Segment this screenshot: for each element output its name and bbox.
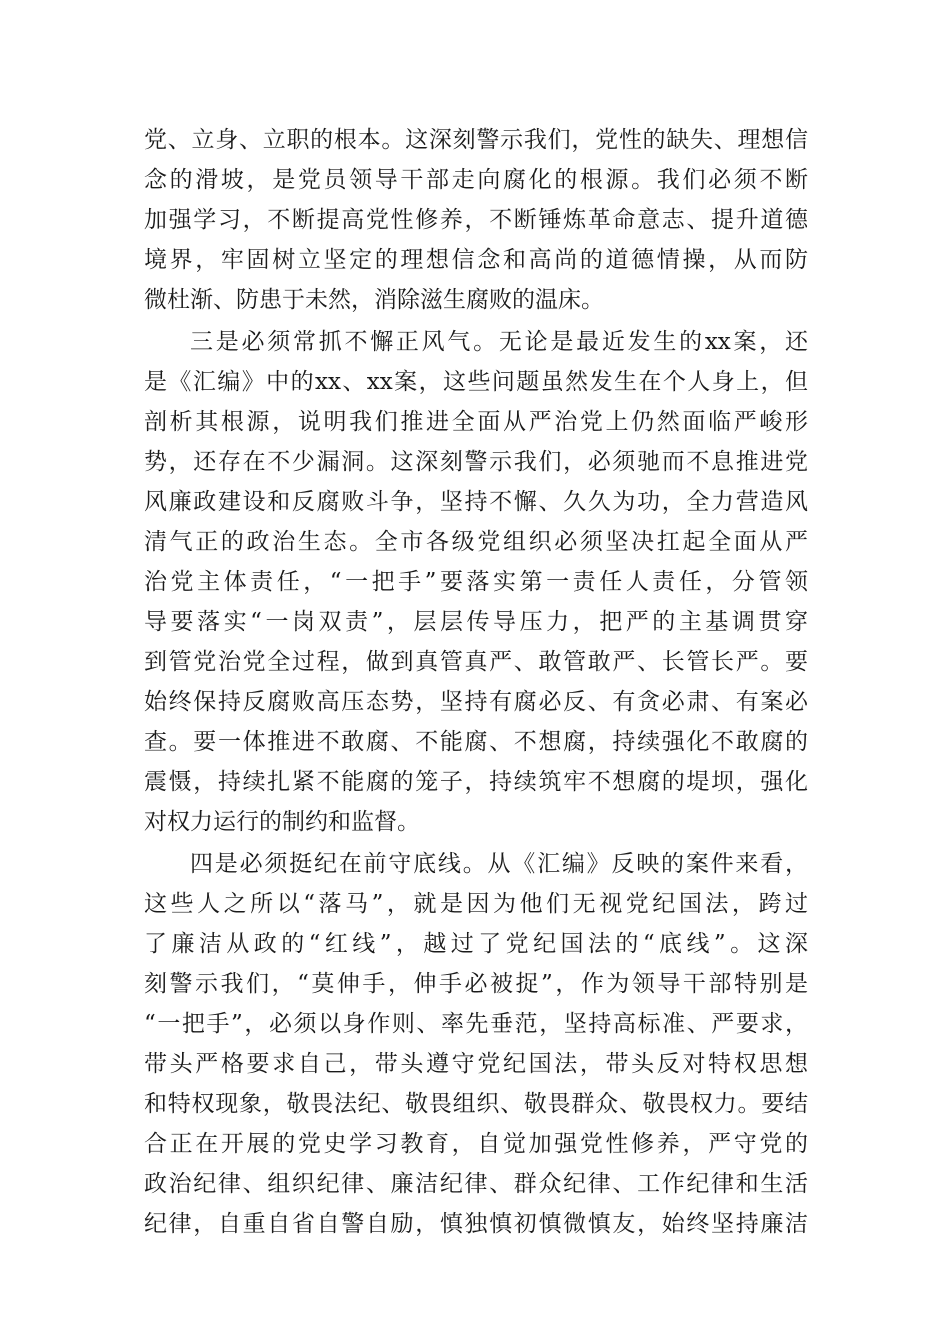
text-line: 始终保持反腐败高压态势，坚持有腐必反、有贪必肃、有案必 — [144, 689, 808, 715]
text-line: 风廉政建设和反腐败斗争，坚持不懈、久久为功，全力营造风 — [144, 489, 808, 515]
text-line: 带头严格要求自己，带头遵守党纪国法，带头反对特权思想 — [144, 1051, 808, 1077]
text-line: 纪律，自重自省自警自励，慎独慎初慎微慎友，始终坚持廉洁 — [144, 1211, 808, 1237]
text-line: 政治纪律、组织纪律、廉洁纪律、群众纪律、工作纪律和生活 — [144, 1171, 808, 1197]
text-line: 势，还存在不少漏洞。这深刻警示我们，必须驰而不息推进党 — [144, 449, 808, 475]
text-line: 三是必须常抓不懈正风气。无论是最近发生的xx案，还 — [190, 329, 808, 355]
text-line: 是《汇编》中的xx、xx案，这些问题虽然发生在个人身上，但 — [144, 369, 808, 395]
text-line: 治党主体责任，“一把手”要落实第一责任人责任，分管领 — [144, 569, 808, 595]
text-line: 合正在开展的党史学习教育，自觉加强党性修养，严守党的 — [144, 1131, 808, 1157]
text-line: 查。要一体推进不敢腐、不能腐、不想腐，持续强化不敢腐的 — [144, 729, 808, 755]
text-line: 清气正的政治生态。全市各级党组织必须坚决扛起全面从严 — [144, 529, 808, 555]
text-line: 刻警示我们，“莫伸手，伸手必被捉”，作为领导干部特别是 — [144, 971, 808, 997]
text-line: 党、立身、立职的根本。这深刻警示我们，党性的缺失、理想信 — [144, 127, 808, 153]
text-line: 念的滑坡，是党员领导干部走向腐化的根源。我们必须不断 — [144, 167, 808, 193]
text-line: 导要落实“一岗双责”，层层传导压力，把严的主基调贯穿 — [144, 609, 808, 635]
text-line: 剖析其根源，说明我们推进全面从严治党上仍然面临严峻形 — [144, 409, 808, 435]
text-line: 到管党治党全过程，做到真管真严、敢管敢严、长管长严。要 — [144, 649, 808, 675]
paragraph-2 — [144, 322, 808, 842]
text-line: 和特权现象，敬畏法纪、敬畏组织、敬畏群众、敬畏权力。要结 — [144, 1091, 808, 1117]
text-line: 了廉洁从政的“红线”，越过了党纪国法的“底线”。这深 — [144, 931, 808, 957]
text-line: 对权力运行的制约和监督。 — [144, 809, 420, 835]
text-line: 这些人之所以“落马”，就是因为他们无视党纪国法，跨过 — [144, 891, 808, 917]
text-line: 加强学习，不断提高党性修养，不断锤炼革命意志、提升道德 — [144, 207, 808, 233]
text-line: 震慑，持续扎紧不能腐的笼子，持续筑牢不想腐的堤坝，强化 — [144, 769, 808, 795]
document-body — [144, 120, 808, 1244]
text-line: 境界，牢固树立坚定的理想信念和高尚的道德情操，从而防 — [144, 247, 808, 273]
text-line: 四是必须挺纪在前守底线。从《汇编》反映的案件来看， — [190, 851, 808, 877]
paragraph-1 — [144, 120, 808, 320]
text-line: “一把手”，必须以身作则、率先垂范，坚持高标准、严要求， — [144, 1011, 808, 1037]
text-line: 微杜渐、防患于未然，消除滋生腐败的温床。 — [144, 287, 604, 313]
paragraph-3 — [144, 844, 808, 1244]
